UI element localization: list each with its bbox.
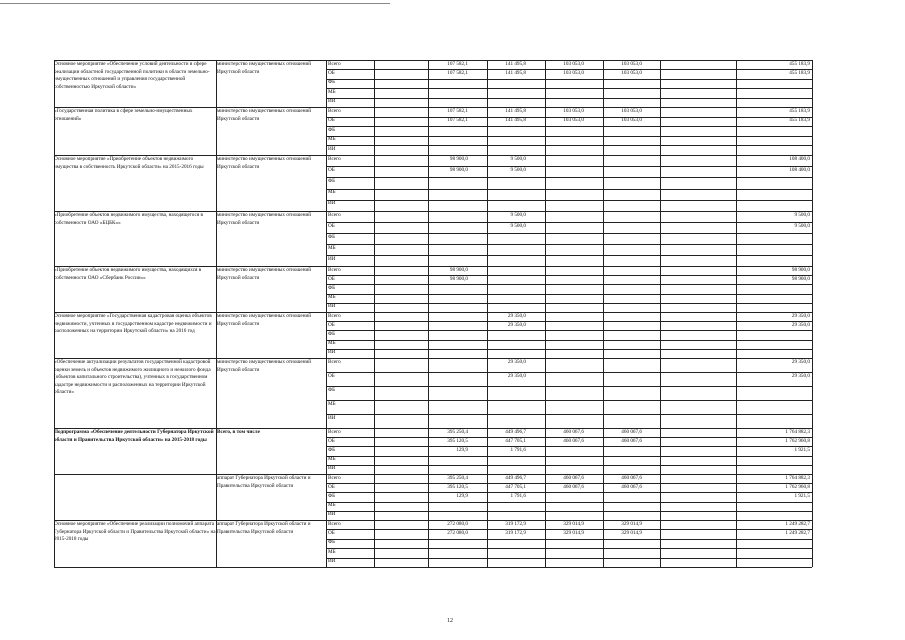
row-divider bbox=[326, 558, 812, 559]
funding-source-label: ИИ bbox=[328, 255, 336, 262]
amount-value: 9 500,0 bbox=[794, 211, 810, 218]
funding-source-label: ФБ bbox=[328, 177, 336, 184]
page-number: 12 bbox=[447, 618, 453, 624]
funding-source-label: ФБ bbox=[328, 386, 336, 393]
amount-value: 1 791,6 bbox=[510, 492, 526, 499]
row-divider bbox=[326, 548, 812, 549]
amount-value: 329 014,9 bbox=[563, 520, 584, 527]
amount-value: 455 183,9 bbox=[789, 107, 810, 114]
row-divider bbox=[326, 465, 812, 466]
responsible-executor: министерство имущественных отношений Иркутской области bbox=[217, 61, 312, 75]
amount-value: 29 350,0 bbox=[507, 372, 526, 379]
row-divider bbox=[326, 126, 812, 127]
funding-source-label: Всего bbox=[328, 107, 341, 114]
funding-source-label: ОБ bbox=[328, 166, 335, 173]
amount-value: 455 183,9 bbox=[789, 117, 810, 124]
amount-value: 108 400,0 bbox=[789, 155, 810, 162]
funding-source-label: Всего bbox=[328, 266, 341, 273]
funding-source-label: ИИ bbox=[328, 200, 336, 207]
responsible-executor: министерство имущественных отношений Иркутской области bbox=[217, 267, 312, 281]
row-divider bbox=[326, 400, 812, 401]
row-divider bbox=[326, 414, 812, 415]
amount-value: 272 080,0 bbox=[447, 520, 468, 527]
funding-source-label: ОБ bbox=[328, 529, 335, 536]
amount-value: 460 067,6 bbox=[621, 474, 642, 481]
amount-value: 29 350,0 bbox=[791, 358, 810, 365]
responsible-executor: аппарат Губернатора Иркутской области и Правительства Иркутской области bbox=[217, 521, 311, 535]
amount-value: 455 183,9 bbox=[789, 69, 810, 76]
amount-value: 395 250,4 bbox=[447, 428, 468, 435]
measure-name: «Государственная политика в сфере земельно-имущественных отношений» bbox=[54, 108, 193, 122]
amount-value: 98 900,0 bbox=[791, 275, 810, 282]
funding-source-label: ФБ bbox=[328, 539, 336, 546]
amount-value: 447 705,1 bbox=[505, 437, 526, 444]
measure-name: Основное мероприятие «Государственная кадастровая оценка объектов недвижимости, учтенных в государственном кадастре недвижимости и расположенных на территории Иркутской области» на 2016 год bbox=[54, 313, 212, 335]
amount-value: 98 900,0 bbox=[449, 266, 468, 273]
amount-value: 329 014,9 bbox=[621, 520, 642, 527]
row-divider bbox=[326, 511, 812, 512]
responsible-executor: министерство имущественных отношений Иркутской области bbox=[217, 156, 312, 170]
amount-value: 103 053,0 bbox=[621, 117, 642, 124]
measure-name: «Приобретение объектов недвижимого имущества, находящегося в собственности ОАО «БЦБК»» bbox=[54, 212, 203, 226]
funding-source-label: ОБ bbox=[328, 321, 335, 328]
funding-source-label: МБ bbox=[328, 189, 336, 196]
measure-name: «Приобретение объектов недвижимого имущества, находящихся в собственности ОАО «Сбербанк России»» bbox=[54, 267, 202, 281]
amount-value: 9 500,0 bbox=[510, 166, 526, 173]
funding-source-label: МБ bbox=[328, 88, 336, 95]
row-divider bbox=[326, 303, 812, 304]
funding-source-label: МБ bbox=[328, 548, 336, 555]
amount-value: 107 582,1 bbox=[447, 69, 468, 76]
amount-value: 1 762 960,8 bbox=[785, 483, 810, 490]
responsible-executor: министерство имущественных отношений Иркутской области bbox=[217, 313, 312, 327]
measure-name: Подпрограмма «Обеспечение деятельности Губернатора Иркутской области и Правительства Иркутской области» на 2015-2018 годы bbox=[54, 429, 214, 443]
funding-source-label: ИИ bbox=[328, 145, 336, 152]
funding-source-label: ОБ bbox=[328, 117, 335, 124]
funding-source-label: МБ bbox=[328, 294, 336, 301]
row-divider bbox=[326, 502, 812, 503]
column-divider bbox=[812, 60, 813, 567]
responsible-executor: Всего, в том числе bbox=[217, 429, 260, 435]
amount-value: 141 495,8 bbox=[505, 60, 526, 67]
row-divider bbox=[326, 98, 812, 99]
row-divider bbox=[326, 492, 812, 493]
amount-value: 29 350,0 bbox=[791, 372, 810, 379]
amount-value: 141 495,8 bbox=[505, 69, 526, 76]
funding-source-label: Всего bbox=[328, 155, 341, 162]
amount-value: 29 350,0 bbox=[507, 321, 526, 328]
amount-value: 29 350,0 bbox=[791, 321, 810, 328]
amount-value: 319 172,9 bbox=[505, 529, 526, 536]
row-divider bbox=[326, 330, 812, 331]
amount-value: 1 791,6 bbox=[510, 446, 526, 453]
amount-value: 449 496,7 bbox=[505, 474, 526, 481]
funding-source-label: ИИ bbox=[328, 558, 336, 565]
funding-source-label: ОБ bbox=[328, 483, 335, 490]
amount-value: 103 053,0 bbox=[621, 107, 642, 114]
measure-name: Основное мероприятие «Приобретение объектов недвижимого имущества в собственность Иркутской области» на 2015-2016 годы bbox=[54, 156, 204, 170]
amount-value: 1 764 882,3 bbox=[785, 428, 810, 435]
amount-value: 103 053,0 bbox=[563, 60, 584, 67]
funding-source-label: Всего bbox=[328, 312, 341, 319]
row-divider bbox=[326, 340, 812, 341]
amount-value: 1 921,5 bbox=[794, 446, 810, 453]
funding-source-label: ОБ bbox=[328, 437, 335, 444]
amount-value: 1 762 960,8 bbox=[785, 437, 810, 444]
row-divider bbox=[326, 275, 812, 276]
amount-value: 449 496,7 bbox=[505, 428, 526, 435]
row-divider bbox=[326, 200, 812, 201]
amount-value: 141 495,8 bbox=[505, 117, 526, 124]
responsible-executor: аппарат Губернатора Иркутской области и Правительства Иркутской области bbox=[217, 475, 311, 489]
amount-value: 9 500,0 bbox=[510, 222, 526, 229]
amount-value: 460 067,6 bbox=[621, 483, 642, 490]
amount-value: 9 500,0 bbox=[794, 222, 810, 229]
amount-value: 1 249 282,7 bbox=[785, 520, 810, 527]
amount-value: 98 900,0 bbox=[449, 155, 468, 162]
amount-value: 29 350,0 bbox=[507, 312, 526, 319]
row-divider bbox=[326, 233, 812, 234]
funding-source-label: Всего bbox=[328, 474, 341, 481]
funding-source-label: ИИ bbox=[328, 98, 336, 105]
amount-value: 272 080,0 bbox=[447, 529, 468, 536]
amount-value: 107 582,1 bbox=[447, 117, 468, 124]
row-divider bbox=[326, 349, 812, 350]
amount-value: 108 400,0 bbox=[789, 166, 810, 173]
funding-source-label: МБ bbox=[328, 136, 336, 143]
funding-source-label: Всего bbox=[328, 428, 341, 435]
funding-source-label: МБ bbox=[328, 456, 336, 463]
row-divider bbox=[326, 189, 812, 190]
funding-source-label: ИИ bbox=[328, 465, 336, 472]
funding-source-label: ФБ bbox=[328, 233, 336, 240]
amount-value: 98 900,0 bbox=[449, 275, 468, 282]
amount-value: 329 014,9 bbox=[563, 529, 584, 536]
amount-value: 98 900,0 bbox=[449, 166, 468, 173]
row-divider bbox=[326, 321, 812, 322]
amount-value: 460 067,6 bbox=[563, 474, 584, 481]
amount-value: 107 582,1 bbox=[447, 60, 468, 67]
responsible-executor: министерство имущественных отношений Иркутской области bbox=[217, 108, 312, 122]
header-rule bbox=[0, 3, 390, 4]
funding-source-label: МБ bbox=[328, 400, 336, 407]
funding-source-label: МБ bbox=[328, 340, 336, 347]
measure-name: «Обеспечение актуализации результатов государственной кадастровой оценки земель и объектов недвижимого жилищного и нежилого фонда (объектов капитального строительства), учтенных в государственном кадастре недвижимости и расположенных на территории Иркутской области» bbox=[54, 359, 211, 396]
amount-value: 9 500,0 bbox=[510, 155, 526, 162]
row-divider bbox=[326, 372, 812, 373]
funding-source-label: ФБ bbox=[328, 446, 336, 453]
block-divider bbox=[54, 567, 812, 568]
funding-source-label: ФБ bbox=[328, 492, 336, 499]
amount-value: 107 582,1 bbox=[447, 107, 468, 114]
funding-source-label: ИИ bbox=[328, 349, 336, 356]
funding-source-label: ИИ bbox=[328, 303, 336, 310]
amount-value: 103 053,0 bbox=[563, 117, 584, 124]
row-divider bbox=[326, 177, 812, 178]
amount-value: 1 249 282,7 bbox=[785, 529, 810, 536]
amount-value: 1 921,5 bbox=[794, 492, 810, 499]
funding-source-label: ФБ bbox=[328, 79, 336, 86]
row-divider bbox=[326, 222, 812, 223]
amount-value: 460 067,6 bbox=[563, 483, 584, 490]
measure-name: Основное мероприятие «Обеспечение условий деятельности в сфере реализации областной государственной политики в области земельно-имущественных отношений и управления государственной собственностью Иркутской области» bbox=[54, 61, 210, 90]
amount-value: 395 120,5 bbox=[447, 437, 468, 444]
funding-source-label: ОБ bbox=[328, 222, 335, 229]
amount-value: 29 350,0 bbox=[507, 358, 526, 365]
row-divider bbox=[326, 456, 812, 457]
funding-source-label: Всего bbox=[328, 358, 341, 365]
amount-value: 1 764 882,3 bbox=[785, 474, 810, 481]
amount-value: 329 014,9 bbox=[621, 529, 642, 536]
row-divider bbox=[326, 284, 812, 285]
amount-value: 460 067,6 bbox=[621, 437, 642, 444]
amount-value: 9 500,0 bbox=[510, 211, 526, 218]
row-divider bbox=[326, 166, 812, 167]
amount-value: 29 350,0 bbox=[791, 312, 810, 319]
responsible-executor: министерство имущественных отношений Иркутской области bbox=[217, 212, 312, 226]
funding-source-label: ФБ bbox=[328, 126, 336, 133]
funding-source-label: ОБ bbox=[328, 69, 335, 76]
amount-value: 98 900,0 bbox=[791, 266, 810, 273]
funding-source-label: Всего bbox=[328, 60, 341, 67]
row-divider bbox=[326, 88, 812, 89]
amount-value: 103 053,0 bbox=[621, 69, 642, 76]
amount-value: 447 705,1 bbox=[505, 483, 526, 490]
row-divider bbox=[326, 386, 812, 387]
amount-value: 460 067,6 bbox=[563, 437, 584, 444]
amount-value: 460 067,6 bbox=[563, 428, 584, 435]
funding-source-label: ОБ bbox=[328, 372, 335, 379]
responsible-executor: министерство имущественных отношений Иркутской области bbox=[217, 359, 312, 373]
funding-source-label: ФБ bbox=[328, 284, 336, 291]
funding-source-label: МБ bbox=[328, 502, 336, 509]
funding-source-label: ОБ bbox=[328, 275, 335, 282]
row-divider bbox=[326, 255, 812, 256]
measure-name: Основное мероприятие «Обеспечение реализации полномочий аппарата Губернатора Иркутской области и Правительства Иркутской области» на 2015-2018 годы bbox=[54, 521, 216, 543]
row-divider bbox=[326, 539, 812, 540]
amount-value: 319 172,9 bbox=[505, 520, 526, 527]
funding-source-label: МБ bbox=[328, 244, 336, 251]
amount-value: 129,9 bbox=[456, 492, 468, 499]
amount-value: 455 183,9 bbox=[789, 60, 810, 67]
funding-source-label: ИИ bbox=[328, 414, 336, 421]
amount-value: 129,9 bbox=[456, 446, 468, 453]
amount-value: 103 053,0 bbox=[621, 60, 642, 67]
funding-source-label: ИИ bbox=[328, 511, 336, 518]
amount-value: 395 250,4 bbox=[447, 474, 468, 481]
amount-value: 395 120,5 bbox=[447, 483, 468, 490]
row-divider bbox=[326, 446, 812, 447]
row-divider bbox=[326, 294, 812, 295]
row-divider bbox=[326, 136, 812, 137]
amount-value: 103 053,0 bbox=[563, 69, 584, 76]
funding-source-label: ФБ bbox=[328, 330, 336, 337]
amount-value: 103 053,0 bbox=[563, 107, 584, 114]
funding-source-label: Всего bbox=[328, 520, 341, 527]
row-divider bbox=[326, 145, 812, 146]
row-divider bbox=[326, 79, 812, 80]
amount-value: 141 495,8 bbox=[505, 107, 526, 114]
amount-value: 460 067,6 bbox=[621, 428, 642, 435]
row-divider bbox=[326, 244, 812, 245]
funding-source-label: Всего bbox=[328, 211, 341, 218]
